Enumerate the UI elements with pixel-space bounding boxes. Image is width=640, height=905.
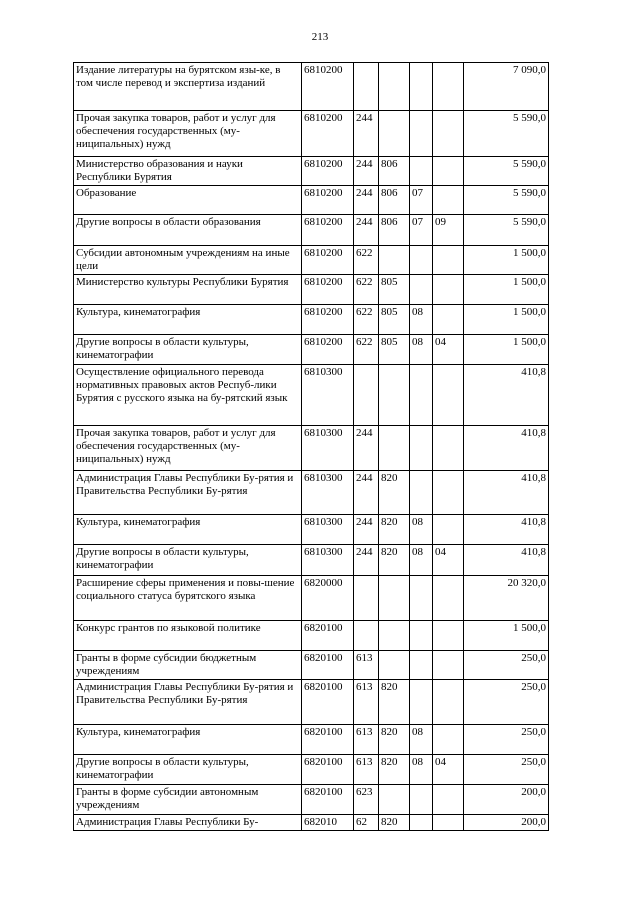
target-article-cell: 6820100 [302,621,354,651]
table-row [74,305,549,335]
target-article-cell: 6820100 [302,785,354,815]
section-cell: 08 [410,515,433,545]
subsection-cell [433,815,464,831]
amount-cell: 250,0 [464,680,549,725]
expense-type-cell: 244 [354,471,379,515]
row-name-cell: Гранты в форме субсидии бюджетным учреждениям [74,651,302,680]
target-article-cell: 6810200 [302,63,354,111]
target-article-cell: 6810200 [302,111,354,157]
target-article-cell: 6810200 [302,305,354,335]
amount-cell: 410,8 [464,515,549,545]
subsection-cell [433,111,464,157]
target-article-cell: 6820100 [302,680,354,725]
expense-type-cell: 62 [354,815,379,831]
amount-cell: 200,0 [464,815,549,831]
page-number: 213 [311,31,329,43]
section-cell [410,157,433,186]
row-name-cell: Другие вопросы в области культуры, кинематографии [74,545,302,576]
section-cell [410,471,433,515]
section-cell: 07 [410,186,433,215]
row-name-cell: Администрация Главы Республики Бу- [74,815,302,831]
expense-type-cell [354,621,379,651]
expense-type-cell: 622 [354,246,379,275]
row-name-cell: Гранты в форме субсидии автономным учреждениям [74,785,302,815]
subsection-cell [433,576,464,621]
table-row [74,785,549,815]
table-row [74,815,549,831]
ministry-code-cell: 820 [379,680,410,725]
amount-cell: 1 500,0 [464,305,549,335]
expense-type-cell: 622 [354,275,379,305]
amount-cell: 7 090,0 [464,63,549,111]
target-article-cell: 6810200 [302,275,354,305]
expense-type-cell: 623 [354,785,379,815]
row-name-cell: Издание литературы на бурятском язы-ке, в том числе перевод и экспертиза изданий [74,63,302,111]
amount-cell: 410,8 [464,545,549,576]
target-article-cell: 6810300 [302,545,354,576]
table-row [74,365,549,426]
subsection-cell [433,275,464,305]
target-article-cell: 6810200 [302,186,354,215]
table-row [74,63,549,111]
subsection-cell [433,157,464,186]
table-row [74,186,549,215]
expense-type-cell [354,576,379,621]
ministry-code-cell: 820 [379,515,410,545]
ministry-code-cell [379,111,410,157]
ministry-code-cell: 805 [379,275,410,305]
amount-cell: 1 500,0 [464,335,549,365]
ministry-code-cell: 805 [379,305,410,335]
section-cell [410,621,433,651]
expense-type-cell: 622 [354,305,379,335]
table-row [74,651,549,680]
ministry-code-cell [379,365,410,426]
section-cell: 08 [410,305,433,335]
section-cell: 07 [410,215,433,246]
amount-cell: 20 320,0 [464,576,549,621]
section-cell [410,680,433,725]
target-article-cell: 6810300 [302,515,354,545]
amount-cell: 250,0 [464,651,549,680]
expense-type-cell: 244 [354,186,379,215]
expense-type-cell [354,63,379,111]
table-row [74,111,549,157]
table-row [74,426,549,471]
target-article-cell: 6820100 [302,755,354,785]
ministry-code-cell [379,246,410,275]
row-name-cell: Администрация Главы Республики Бу-рятия и Правительства Республики Бу-рятия [74,471,302,515]
table-row [74,275,549,305]
row-name-cell: Осуществление официального перевода нормативных правовых актов Респуб-лики Бурятия с русского языка на бу-рятский язык [74,365,302,426]
section-cell: 08 [410,545,433,576]
subsection-cell [433,680,464,725]
ministry-code-cell: 820 [379,545,410,576]
expense-type-cell: 244 [354,111,379,157]
subsection-cell [433,186,464,215]
target-article-cell: 6820000 [302,576,354,621]
expense-type-cell: 613 [354,651,379,680]
subsection-cell [433,305,464,335]
expense-type-cell: 244 [354,157,379,186]
target-article-cell: 6810200 [302,215,354,246]
amount-cell: 250,0 [464,725,549,755]
row-name-cell: Культура, кинематография [74,305,302,335]
ministry-code-cell: 820 [379,755,410,785]
amount-cell: 5 590,0 [464,111,549,157]
ministry-code-cell: 806 [379,157,410,186]
subsection-cell [433,471,464,515]
table-row [74,545,549,576]
target-article-cell: 6820100 [302,651,354,680]
row-name-cell: Субсидии автономным учреждениям на иные цели [74,246,302,275]
section-cell [410,815,433,831]
table-row [74,215,549,246]
ministry-code-cell: 806 [379,186,410,215]
table-row [74,335,549,365]
section-cell [410,246,433,275]
table-row [74,621,549,651]
target-article-cell: 682010 [302,815,354,831]
subsection-cell [433,246,464,275]
row-name-cell: Образование [74,186,302,215]
amount-cell: 410,8 [464,426,549,471]
section-cell [410,63,433,111]
row-name-cell: Культура, кинематография [74,725,302,755]
subsection-cell [433,621,464,651]
target-article-cell: 6810200 [302,335,354,365]
table-row [74,471,549,515]
subsection-cell [433,651,464,680]
ministry-code-cell [379,621,410,651]
ministry-code-cell: 805 [379,335,410,365]
ministry-code-cell [379,426,410,471]
row-name-cell: Расширение сферы применения и повы-шение социального статуса бурятского языка [74,576,302,621]
ministry-code-cell [379,63,410,111]
table-row [74,576,549,621]
row-name-cell: Другие вопросы в области культуры, кинематографии [74,755,302,785]
table-row [74,680,549,725]
ministry-code-cell: 820 [379,471,410,515]
subsection-cell: 09 [433,215,464,246]
section-cell: 08 [410,755,433,785]
row-name-cell: Другие вопросы в области культуры, кинематографии [74,335,302,365]
section-cell [410,426,433,471]
expense-type-cell: 244 [354,426,379,471]
table-row [74,246,549,275]
amount-cell: 5 590,0 [464,186,549,215]
budget-table-body [74,63,549,831]
row-name-cell: Министерство культуры Республики Бурятия [74,275,302,305]
row-name-cell: Прочая закупка товаров, работ и услуг для обеспечения государственных (му-ниципальных) нужд [74,111,302,157]
ministry-code-cell: 820 [379,815,410,831]
table-row [74,755,549,785]
section-cell: 08 [410,335,433,365]
expense-type-cell: 613 [354,755,379,785]
subsection-cell [433,515,464,545]
target-article-cell: 6810300 [302,471,354,515]
subsection-cell [433,63,464,111]
amount-cell: 5 590,0 [464,215,549,246]
section-cell [410,111,433,157]
expense-type-cell: 244 [354,515,379,545]
expense-type-cell [354,365,379,426]
ministry-code-cell: 806 [379,215,410,246]
section-cell [410,785,433,815]
amount-cell: 250,0 [464,755,549,785]
ministry-code-cell [379,651,410,680]
amount-cell: 410,8 [464,365,549,426]
amount-cell: 1 500,0 [464,246,549,275]
section-cell [410,651,433,680]
row-name-cell: Культура, кинематография [74,515,302,545]
subsection-cell [433,426,464,471]
subsection-cell: 04 [433,545,464,576]
expense-type-cell: 244 [354,545,379,576]
row-name-cell: Прочая закупка товаров, работ и услуг для обеспечения государственных (му-ниципальных) нужд [74,426,302,471]
target-article-cell: 6810300 [302,426,354,471]
ministry-code-cell: 820 [379,725,410,755]
table-row [74,157,549,186]
target-article-cell: 6810300 [302,365,354,426]
subsection-cell [433,725,464,755]
section-cell [410,365,433,426]
row-name-cell: Конкурс грантов по языковой политике [74,621,302,651]
amount-cell: 200,0 [464,785,549,815]
amount-cell: 1 500,0 [464,621,549,651]
subsection-cell: 04 [433,335,464,365]
expense-type-cell: 622 [354,335,379,365]
expense-type-cell: 244 [354,215,379,246]
target-article-cell: 6820100 [302,725,354,755]
budget-table [73,62,549,831]
target-article-cell: 6810200 [302,246,354,275]
table-row [74,515,549,545]
row-name-cell: Другие вопросы в области образования [74,215,302,246]
row-name-cell: Администрация Главы Республики Бу-рятия и Правительства Республики Бу-рятия [74,680,302,725]
subsection-cell: 04 [433,755,464,785]
subsection-cell [433,365,464,426]
table-row [74,725,549,755]
expense-type-cell: 613 [354,725,379,755]
amount-cell: 410,8 [464,471,549,515]
ministry-code-cell [379,785,410,815]
subsection-cell [433,785,464,815]
expense-type-cell: 613 [354,680,379,725]
row-name-cell: Министерство образования и науки Республики Бурятия [74,157,302,186]
amount-cell: 1 500,0 [464,275,549,305]
section-cell [410,275,433,305]
amount-cell: 5 590,0 [464,157,549,186]
target-article-cell: 6810200 [302,157,354,186]
ministry-code-cell [379,576,410,621]
section-cell [410,576,433,621]
section-cell: 08 [410,725,433,755]
